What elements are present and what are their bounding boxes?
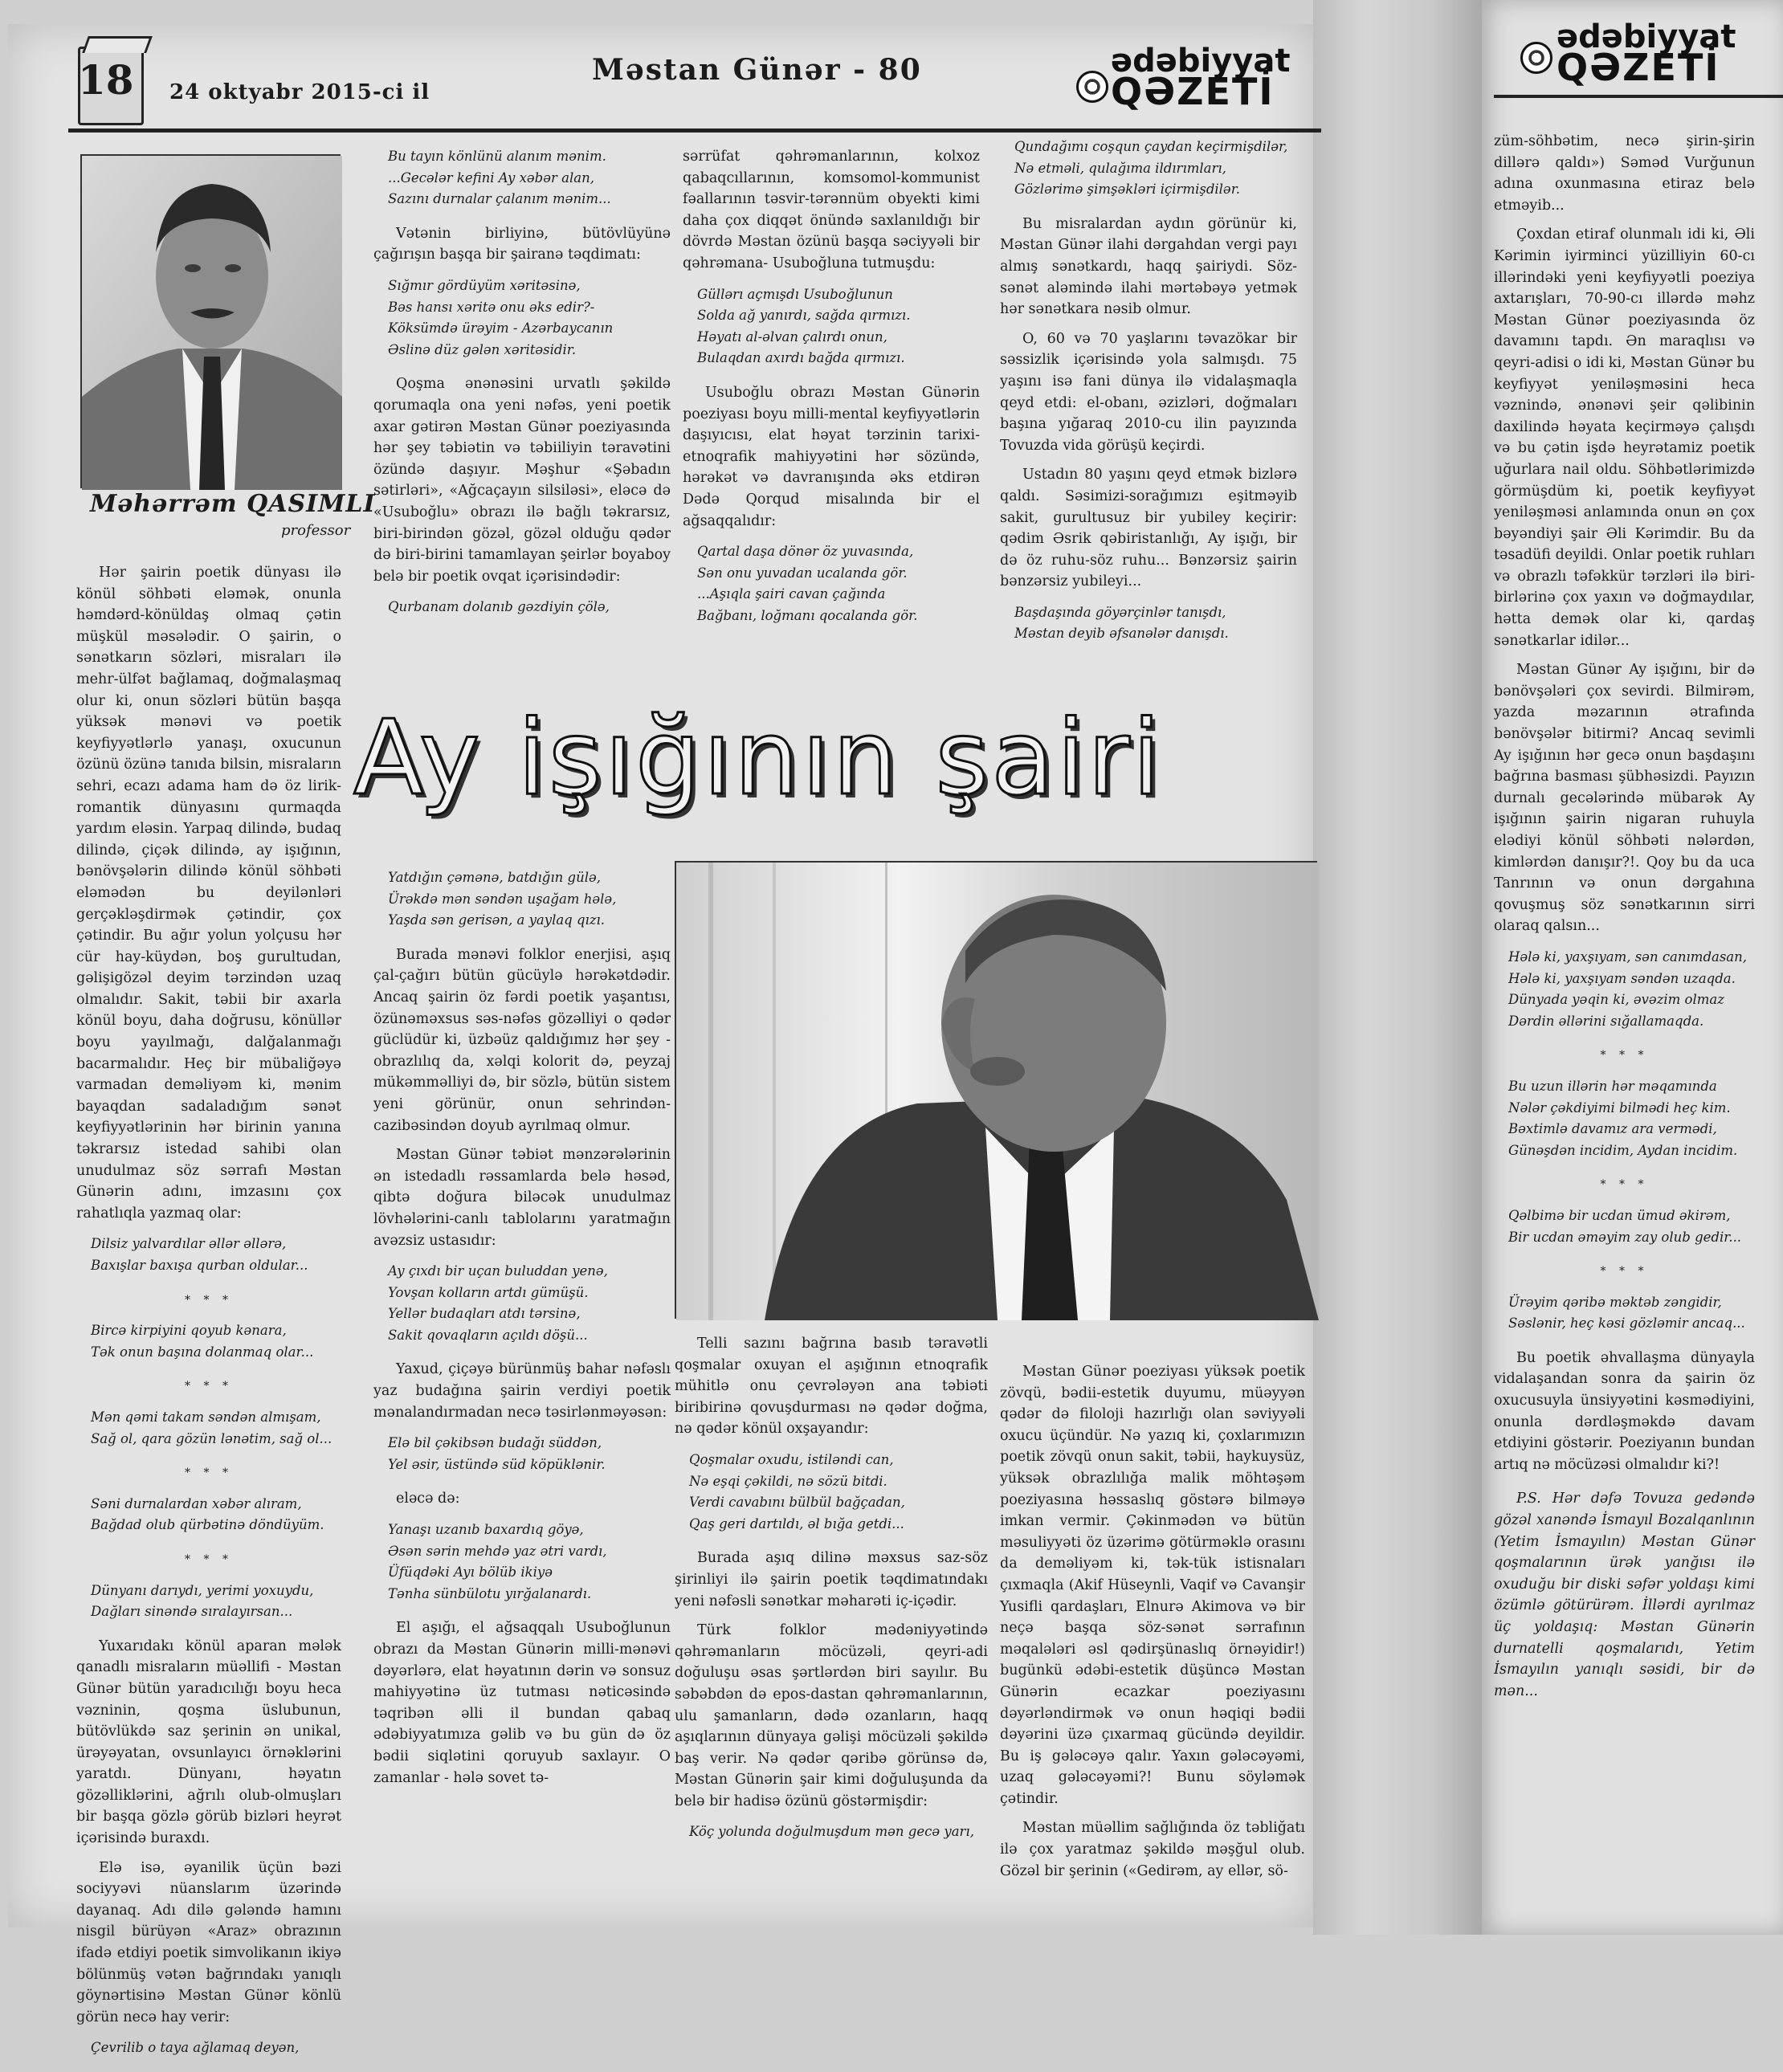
paragraph: Bu poetik əhvallaşma dünyayla vidalaşandan sonra da şairin öz oxucusuyla ünsiyyətini kəsmədiyini, onunla dərdləşməkdə davam etdiyini göstərir. Poeziyanın bundan artıq nə möcüzəsi olmalıdır ki?! <box>1494 1349 1755 1473</box>
verse: Dünyanı darıydı, yerimi yoxuydu, Dağları sinəndə sıralayırsan... <box>91 1582 314 1620</box>
paragraph: El aşığı, el ağsaqqalı Usuboğlunun obrazı da Məstan Günərin milli-mənəvi dəyərlərə, elat həyatının dərin və sonsuz mahiyyətinə üz tutması nəticəsində təqribən əlli il bundan qabaq ədəbiyyatımıza gəlib və bu gün də öz bədii siqlətini qoruyub saxlayır. O zamanlar - hələ sovet tə- <box>373 1620 671 1786</box>
paragraph: Ustadın 80 yaşını qeyd etmək bizlərə qaldı. Səsimizi-sorağımızı eşitməyib sakit, gurultusuz bir yubiley keçirir: qədim Əsrik qəbiristanlığı, Ay işığı, bir də öz ruhu-söz ruhu... Bənzərsiz şairin bənzərsiz yubileyi... <box>1000 467 1297 590</box>
verse: Elə bil çəkibsən budağı süddən, Yel əsir, üstündə süd köpüklənir. <box>388 1435 606 1472</box>
author-title: professor <box>281 522 351 539</box>
header-rule-right <box>1494 95 1783 98</box>
paragraph: Yaxud, çiçəyə bürünmüş bahar nəfəslı yaz budağına şairin verdiyi poetik mənalandırmadan necə təsirlənməyəsən: <box>373 1361 671 1421</box>
paragraph: Telli sazını bağrına basıb təravətli qoşmalar oxuyan el aşığının etnoqrafik mühitlə onu çevrələyən ana təbiəti biribirinə qovuşdurması nə qədər doğma, nə qədər könül oxşayandır: <box>675 1336 988 1438</box>
paragraph: eləcə də: <box>396 1491 460 1507</box>
text-column-3-bottom <box>675 1333 988 1856</box>
newspaper-logo: ədəbiyyat QƏZETİ <box>1111 43 1291 113</box>
poet-photo <box>675 861 1317 1319</box>
paragraph: Hər şairin poetik dünyası ilə könül söhbəti eləmək, onunla həmdərd-könüldaş olmaq çətin müşkül məsələdir. O şairin, o sənətkarın sözləri, misraları ilə mehr-ülfət bağlamaq, doğmalaşmaq olur ki, onun sözləri bütün başqa yüksək mənəvi və poetik keyfiyyətlərlə yanaşı, oxucunun özünü özünə tanıda bilsin, misraların sehri, ecazı adama ham də öz lirik-romantik dünyasını qurmaqda yardım eləsin. Yarpaq dilində, budaq dilində, çiçək dilində, ay işığının, bənövşələrin dilində könül söhbəti eləmədən bu deyilənləri gerçəkləşdirmək çətindir, çox çətindir. Bu ağır yolun yolçusu hər cür hay-küydən, boş gurultudan, gəlişigözəl deyim tərzindən uzaq olmalıdır. Sakit, təbii bir axarla könül boyu, daha doğrusu, könüllər boyu yayılmağı, dalğalanmağı bacarmalıdır. Heç bir mübaliğəyə varmadan deməliyəm ki, mənim bayaqdan sadaladığım sənət keyfiyyətlərinin hər birinin yanına təkrarsız istedad sahibi olan unudulmaz söz sərrafı Məstan Günərin adını, imzasını çox rahatlıqla yazmaq olar: <box>76 565 341 1222</box>
text-column-5 <box>1494 131 1755 1710</box>
verse: Köç yolunda doğulmuşdum mən gecə yarı, <box>689 1824 974 1840</box>
paragraph: Yuxarıdakı könül aparan mələk qanadlı misraların müəllifi - Məstan Günər bütün yaradıcılığı boyu heca vəzninin, qoşma üslubunun, bütövlükdə saz şerinin ən unikal, ürəyəyatan, ovsunlayıcı örnəklərini yaratdı. Dünyanı, həyatın gözəlliklərini, ağrılı olub-olmuşları bir başqa gözlə görüb bizləri heyrət içərisində buraxdı. <box>76 1638 341 1847</box>
paragraph: Məstan müəllim sağlığında öz təbliğatı ilə çox yaratmaz şəkildə məşğul olub. Gözəl bir şerinin («Gedirəm, ay ellər, sö- <box>1000 1820 1305 1879</box>
verse: Çevrilib o taya ağlamaq deyən, <box>91 2040 300 2056</box>
verse: Mən qəmi takam səndən almışam, Sağ ol, qara gözün lənətim, sağ ol... <box>91 1409 333 1446</box>
verse: Başdaşında göyərçinlər tanışdı, Məstan deyib əfsanələr danışdı. <box>1014 604 1229 642</box>
newspaper-logo-right: ədəbiyyat QƏZETİ <box>1557 18 1736 89</box>
verse: Səni durnalardan xəbər alıram, Bağdad olub qürbətinə döndüyüm. <box>91 1495 324 1533</box>
text-column-3-top <box>683 146 980 639</box>
verse: Sığmır gördüyüm xəritəsinə, Bəs hansı xəritə onu əks edir?- Köksümdə ürəyim - Azərbaycanın Əslinə düz gələn xəritəsidir. <box>388 277 614 357</box>
text-column-1 <box>76 562 341 2072</box>
verse: Qartal daşa dönər öz yuvasında, Sən onu yuvadan ucalanda gör. ...Aşıqla şairi cavan çağında Bağbanı, loğmanı qocalanda gör. <box>697 544 918 623</box>
separator: * * * <box>185 1380 233 1393</box>
paragraph: Türk folklor mədəniyyətində qəhrəmanların möcüzəli, qeyri-adi doğuluşu əsas şərtlərdən biri sayılır. Bu səbəbdən də epos-dastan qəhrəmanlarının, ulu şamanların, dədə ozanların, haqq aşıqlarının dünyaya gəlişi möcüzəli şəkildə baş verir. Nə qədər qəribə görünsə də, Məstan Günərin şair kimi doğuluşunda da belə bir hadisə özünü göstərmişdir: <box>675 1622 988 1809</box>
text-column-2-top <box>373 146 671 631</box>
verse: Dilsiz yalvardılar əllər əllərə, Baxışlar baxışa qurban oldular... <box>91 1236 308 1273</box>
separator: * * * <box>1600 1178 1649 1192</box>
verse: Ay çıxdı bir uçan buluddan yenə, Yovşan kolların artdı gümüşü. Yellər budaqları atdı tərsinə, Sakit qovaqların açıldı döşü... <box>388 1263 608 1343</box>
paragraph: sərrüfat qəhrəmanlarının, kolxoz qabaqcıllarının, komsomol-kommunist fəallarının təsvir-tərənnüm obyekti kimi daha çox diqqət önündə saxlanıldığı bir dövrdə Məstan özünü başqa səciyyəli bir qəhrəmana- Usuboğluna tutmuşdu: <box>683 149 980 271</box>
paragraph: Burada mənəvi folklor enerjisi, aşıq çal-çağırı bütün gücüylə hərəkətdədir. Ancaq şairin öz fərdi poetik yaşantısı, özünəməxsus səs-nəfəs gözəlliyi o qədər güclüdür ki, üzbəüz qaldığımız hər şey - obrazlılıq da, xəlqi kolorit də, peyzaj mükəmməlliyi də, bir sözlə, bütün sistem yeni görünür, onun sehrindən-cazibəsindən doyub ayrılmaq olmur. <box>373 946 671 1134</box>
author-photo <box>80 154 341 488</box>
separator: * * * <box>1600 1265 1649 1279</box>
page-header <box>68 32 1321 137</box>
verse: Güllərı açmışdı Usuboğlunun Solda ağ yanırdı, sağda qırmızı. Həyatı al-əlvan çalırdı onun, Bulaqdan axırdı bağda qırmızı. <box>697 286 911 366</box>
separator: * * * <box>185 1552 233 1566</box>
postscript: P.S. Hər dəfə Tovuza gedəndə gözəl xanəndə İsmayıl Bozalqanlının (Yetim İsmayılın) Məstan Günər qoşmalarının ürək yanğısı ilə oxuduğu bir diski səfər yoldaşı kimi özümlə götürürəm. İllərdi ayrılmaz üç yoldaşıq: Məstan Günərin durnatelli qoşmalarıdı, Yetim İsmayılın yanıqlı səsidi, bir də mən... <box>1494 1491 1755 1699</box>
separator: * * * <box>1600 1049 1649 1063</box>
text-column-4-top <box>1000 137 1297 658</box>
separator: * * * <box>185 1466 233 1480</box>
paragraph: Çoxdan etiraf olunmalı idi ki, Əli Kərimin iyirminci yüzilliyin 60-cı illərindəki yeni keyfiyyətli poeziya axtarışları, 70-90-cı illərdə məhz Məstan Günər poeziyasında öz davamını tapdı. Ən maraqlısı və qeyri-adisi o idi ki, Məstan Günər bu keyfiyyət yeniləşməsini heca vəznində, ənənəvi şeir qəlibinin daxilində həyata keçirməyə çalışdı və bu çətin işdə heyrətamiz poetik uğurlara nail oldu. Söhbətlərimizdə görmüşdüm ki, poetik keyfiyyət yeniləşməsi anlamında onun ən çox bəyəndiyi şair Əli Kərimdir. Bu da təsadüfi deyildi. Onlar poetik ruhları və obrazlı təfəkkür tərzləri ilə biri-birlərinə çox yaxın və doğmaydılar, hətta demək olar ki, qardaş sənətkarlar idilər... <box>1494 226 1755 649</box>
paragraph: Məstan Günər poeziyası yüksək poetik zövqü, bədii-estetik duyumu, müəyyən qədər də filoloji hazırlığı olan səviyyəli oxucu üçündür. Nə yazıq ki, çoxlarımızın poetik zövqü onun sakit, təbii, haykuysüz, yüksək obrazlılığa malik möhtəşəm poeziyasına həssaslıq göstərə bilməyə imkan vermir. Çəkinmədən və bütün məsuliyyəti öz üzərimə götürməklə orasını da deməliyəm ki, tək-tük istisnaları çıxmaqla (Akif Hüseynli, Vaqif və Cavanşir Yusifli qardaşları, Elnurə Akimova və bir neçə başqa söz-sənət sərrafının məqalələri əsl qədirşünaslıq örnəyidir!) bugünkü ədəbi-estetik düşüncə Məstan Günərin ecazkar poeziyasını dəyərləndirmək və onun həqiqi bədii dəyərini üzə çıxarmaq gücündə deyildir. Bu iş gələcəyə qalır. Yaxın gələcəyəmi, uzaq gələcəyəmi?! Bunu söyləmək çətindir. <box>1000 1364 1305 1807</box>
text-column-2-bottom <box>373 867 671 1797</box>
verse: Qundağımı coşqun çaydan keçirmişdilər, Nə etməli, qulağıma ildırımları, Gözlərimə şimşəkləri içirmişdilər. <box>1014 139 1288 198</box>
verse: Yatdığın çəmənə, batdığın gülə, Ürəkdə mən səndən uşağam hələ, Yaşda sən gerisən, a yaylaq qızı. <box>388 870 617 928</box>
header-rule <box>68 128 1321 133</box>
globe-icon <box>1520 42 1552 74</box>
verse: Ürəyim qəribə məktəb zəngidir, Səslənir, heç kəsi gözləmir ancaq... <box>1508 1294 1745 1332</box>
separator: * * * <box>185 1293 233 1307</box>
verse: Yanaşı uzanıb baxardıq göyə, Əsən sərin mehdə yaz ətri vardı, Üfüqdəki Ayı bölüb ikiyə Tənha sünbülotu yırğalanardı. <box>388 1522 607 1601</box>
verse: Bu tayın könlünü alanım mənim. ...Gecələr kefini Ay xəbər alan, Sazını durnalar çalanım mənim... <box>388 149 611 207</box>
author-name: Məhərrəm QASIMLI <box>90 490 376 518</box>
paragraph: Məstan Günər təbiət mənzərələrinin ən istedadlı rəssamlarda belə həsəd, qibtə doğura biləcək unudulmaz lövhələrini-canlı tablolarını yaratmağın avəzsiz ustasıdır: <box>373 1147 671 1249</box>
verse: Qoşmalar oxudu, istiləndi can, Nə eşqi çəkildi, nə sözü bitdi. Verdi cavabını bülbül bağçadan, Qaş geri dartıldı, əl bığa getdi... <box>689 1451 905 1532</box>
verse: Bu uzun illərin hər məqamında Nələr çəkdiyimi bilmədi heç kim. Bəxtimlə davamız ara vermədi, Günəşdən incidim, Aydan incidim. <box>1508 1078 1738 1158</box>
verse: Bircə kirpiyini qoyub kənara, Tək onun başına dolanmaq olar... <box>91 1323 314 1360</box>
paragraph: züm-söhbətim, necə şirin-şirin dillərə qaldı») Səməd Vurğunun adına oxunmasına etiraz belə etməyib... <box>1494 133 1755 214</box>
article-headline: Ay işığının şairi <box>353 699 1164 818</box>
paragraph: Burada aşıq dilinə məxsus saz-söz şirinliyi ilə şairin poetik təqdimatındakı yeni nəfəsli sənətkar məharəti iç-içədir. <box>675 1550 988 1609</box>
page-title: Məstan Günər - 80 <box>592 53 922 87</box>
verse: Qəlbimə bir ucdan ümud əkirəm, Bir ucdan əməyim zay olub gedir... <box>1508 1207 1742 1245</box>
paragraph: Qoşma ənənəsini urvatlı şəkildə qorumaqla ona yeni nəfəs, yeni poetik axar gətirən Məstan Günər poeziyasında hər şey təbiətin və təbiiliyin təravətini özündə daşıyır. Məşhur «Şəbadın sətirləri», «Ağcaçayın silsiləsi», eləcə də «Usuboğlu» obrazı ilə bağlı təkrarsız, biri-birindən gözəl, gözəl olduğu qədər də biri-birini tamamlayan şeirlər boyaboy belə bir poetik ovqat içərisindədir: <box>373 376 671 585</box>
paragraph: Məstan Günər Ay işığını, bir də bənövşələri çox sevirdi. Bilmirəm, yazda məzarının ətrafında bənövşələr bitirmi? Ancaq sevimli Ay işığının hər gecə onun başdaşını bağrına basması şübhəsizdi. Payızın durnalı gecələrində mübarək Ay işığının şairin nigaran ruhuyla elədiyi könül söhbəti nələrdən, kimlərdən danışır?!. Qoy bu da uca Tanrının və onun dərgahına qovuşmuş söz sənətkarının sirri olaraq qalsın... <box>1494 662 1755 935</box>
globe-icon <box>1076 71 1108 103</box>
verse: Qurbanam dolanıb gəzdiyin çölə, <box>388 599 610 615</box>
verse: Hələ ki, yaxşıyam, sən canımdasan, Hələ ki, yaxşıyam səndən uzaqda. Dünyada yəqin ki, əvəzim olmaz Dərdin əllərini sığallamaqda. <box>1508 948 1748 1029</box>
paragraph: Usuboğlu obrazı Məstan Günərin poeziyası boyu milli-mental keyfiyyətlərin daşıyıcısı, elat həyat tərzinin tarixi-etnoqrafik mahiyyətini hər sözündə, hərəkət və davranışında əks etdirən Dədə Qorqud misalında bir el ağsaqqalıdır: <box>683 384 980 529</box>
paragraph: Vətənin birliyinə, bütövlüyünə çağırışın başqa bir şairanə təqdimatı: <box>373 225 671 263</box>
paragraph: Bu misralardan aydın görünür ki, Məstan Günər ilahi dərgahdan vergi payı almış sənətkardı, haqq şairiydi. Söz-sənət aləmində ilahi mərtəbəyə yetmək hər sənətkara nəsib olmur. <box>1000 215 1297 318</box>
paragraph: O, 60 və 70 yaşlarını təvazökar bir səssizlik içərisində yola salmışdı. 75 yaşını isə fani dünya ilə vidalaşmaqla qeyd etdi: el-obanı, əzizləri, doğmaları başına yığaraq 2010-cu ilin payızında Tovuzda vida görüşü keçirdi. <box>1000 330 1297 454</box>
issue-date: 24 oktyabr 2015-ci il <box>169 80 430 104</box>
paragraph: Elə isə, əyanilik üçün bəzi sociyyəvi nüanslarım üzərində dayanaq. Adı dilə gələndə hamını nisgil bürüyən «Araz» obrazının ifadə etdiyi poetik simvolikanın ikiyə bölünmüş vətən bağrındakı yanıqlı göynərtisinə Məstan Günər könlü görün necə hay verir: <box>76 1859 341 2025</box>
page-gutter <box>1313 0 1482 1935</box>
page-number: 18 <box>78 56 134 104</box>
text-column-4-bottom <box>1000 1361 1305 1890</box>
